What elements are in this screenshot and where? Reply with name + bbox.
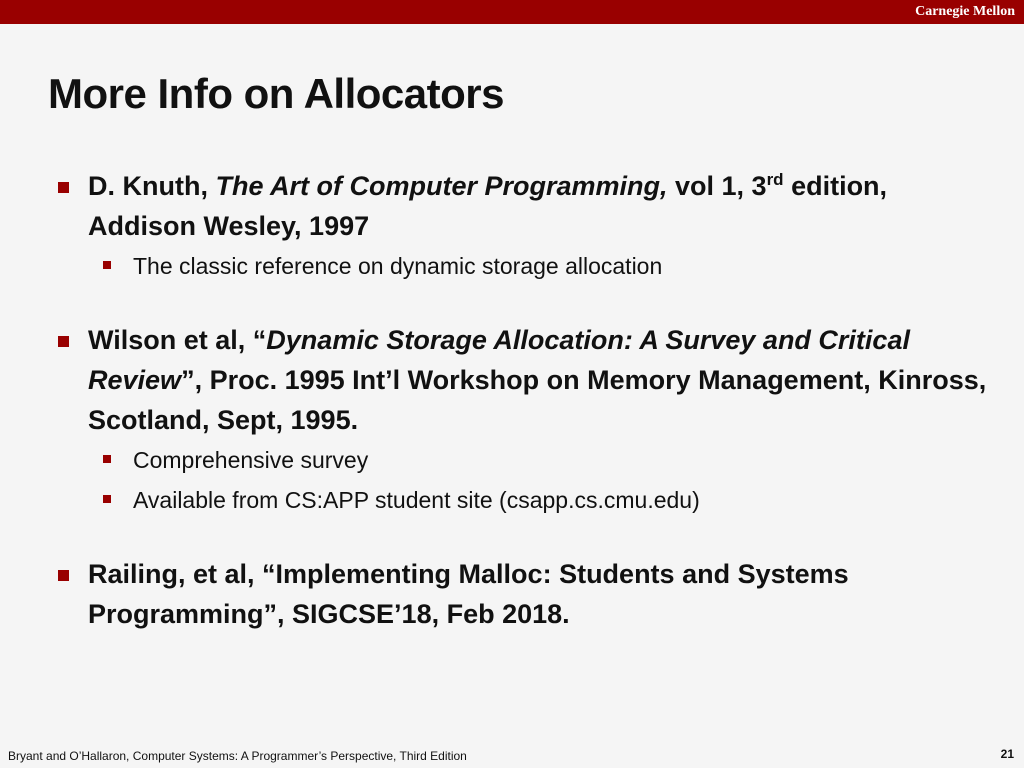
sub-bullet-text: The classic reference on dynamic storage allocation [133,253,663,279]
bullet-wilson [48,320,988,440]
sub-bullet-text: Available from CS:APP student site (csapp.cs.cmu.edu) [133,487,700,513]
knuth-details-a: vol 1, 3 [667,171,767,201]
sub-bullet-square-icon [103,455,111,463]
bullet-knuth [48,166,988,246]
knuth-work-title: The Art of Computer Programming, [215,171,668,201]
bullet-railing [48,554,988,634]
brand-label: Carnegie Mellon [915,4,1015,19]
knuth-author: D. Knuth, [88,171,216,201]
header-bar [0,0,1024,24]
bullet-square-icon [58,336,69,347]
knuth-superscript: rd [766,170,784,189]
bullet-knuth-text [88,171,887,241]
bullet-wilson-text [88,325,986,435]
sub-bullet-square-icon [103,495,111,503]
knuth-details-b: edition, Addison Wesley, 1997 [88,171,888,241]
bullet-list [48,166,988,634]
footer-citation: Bryant and O’Hallaron, Computer Systems: A Programmer’s Perspective, Third Edition [8,749,467,763]
wilson-author: Wilson et al, “ [88,325,267,355]
bullet-square-icon [58,182,69,193]
page-number: 21 [1000,747,1014,761]
sub-bullet-wilson-2 [48,480,988,520]
bullet-square-icon [58,570,69,581]
sub-bullet-square-icon [103,261,111,269]
page-title: More Info on Allocators [48,70,504,117]
bullet-railing-text: Railing, et al, “Implementing Malloc: Students and Systems Programming”, SIGCSE’18, Feb 2018. [88,559,849,629]
sub-bullet-text: Comprehensive survey [133,447,369,473]
wilson-details: ”, Proc. 1995 Int’l Workshop on Memory Management, Kinross, Scotland, Sept, 1995. [88,365,987,435]
sub-bullet-wilson-1 [48,440,988,480]
wilson-work-title: Dynamic Storage Allocation: A Survey and Critical Review [88,325,910,395]
sub-bullet-knuth-1 [48,246,988,286]
